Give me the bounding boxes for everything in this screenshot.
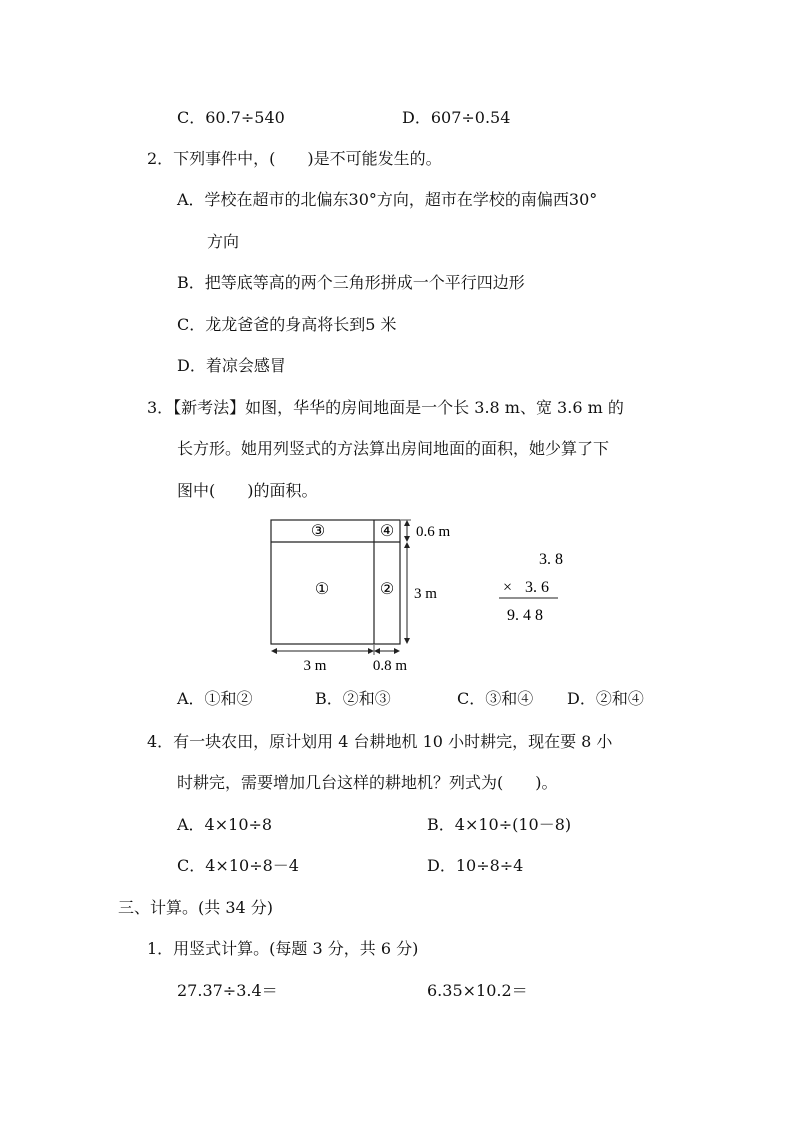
q1-option-c: C．60.7÷540 [177,108,285,127]
calc-expression-2: 6.35×10.2＝ [427,981,528,1000]
label-0-6m: 0.6 m [416,524,451,540]
calc-row1: 3. 8 [539,551,563,568]
region-3-label: ③ [310,523,326,540]
q3-figure [255,512,575,682]
q4-option-c: C．4×10÷8－4 [177,856,299,875]
q2-option-a-line1: A．学校在超市的北偏东30°方向，超市在学校的南偏西30° [177,190,598,209]
q3-option-c: C．③和④ [457,689,534,708]
q2-option-c: C．龙龙爸爸的身高将长到5 米 [177,315,397,334]
q2-option-b: B．把等底等高的两个三角形拼成一个平行四边形 [177,273,525,292]
label-3m-bottom: 3 m [303,658,327,674]
q4-stem-line1: 4．有一块农田，原计划用 4 台耕地机 10 小时耕完，现在要 8 小 [147,732,613,751]
label-0-8m: 0.8 m [372,658,408,674]
region-2-label: ② [379,581,395,598]
section-3-question-1: 1．用竖式计算。(每题 3 分，共 6 分) [147,939,419,958]
region-1-label: ① [314,581,330,598]
calc-result: 9. 4 8 [507,607,543,624]
q4-option-b: B．4×10÷(10－8) [427,815,572,834]
room-diagram [255,512,575,682]
q2-option-d: D．着凉会感冒 [177,356,286,375]
q3-stem-line1: 3．【新考法】如图，华华的房间地面是一个长 3.8 m、宽 3.6 m 的 [147,398,624,417]
q2-stem: 2．下列事件中，( )是不可能发生的。 [147,149,442,168]
q3-stem-line2: 长方形。她用列竖式的方法算出房间地面的面积，她少算了下 [177,439,610,458]
calc-row2: 3. 6 [525,579,549,596]
region-4-label: ④ [379,523,395,540]
q1-option-d: D．607÷0.54 [402,108,511,127]
q4-stem-line2: 时耕完，需要增加几台这样的耕地机？列式为( )。 [177,773,558,792]
label-3m-right: 3 m [414,586,437,602]
q3-option-b: B．②和③ [315,689,391,708]
calc-multiply-sign: × [503,579,513,596]
q4-option-a: A．4×10÷8 [177,815,273,834]
q3-option-a: A．①和② [177,689,253,708]
q3-option-d: D．②和④ [567,689,644,708]
q2-option-a-line2: 方向 [207,232,240,251]
q4-option-d: D．10÷8÷4 [427,856,524,875]
section-3-title: 三、计算。(共 34 分) [118,898,274,917]
q3-stem-line3: 图中( )的面积。 [177,481,318,500]
calc-expression-1: 27.37÷3.4＝ [177,981,278,1000]
